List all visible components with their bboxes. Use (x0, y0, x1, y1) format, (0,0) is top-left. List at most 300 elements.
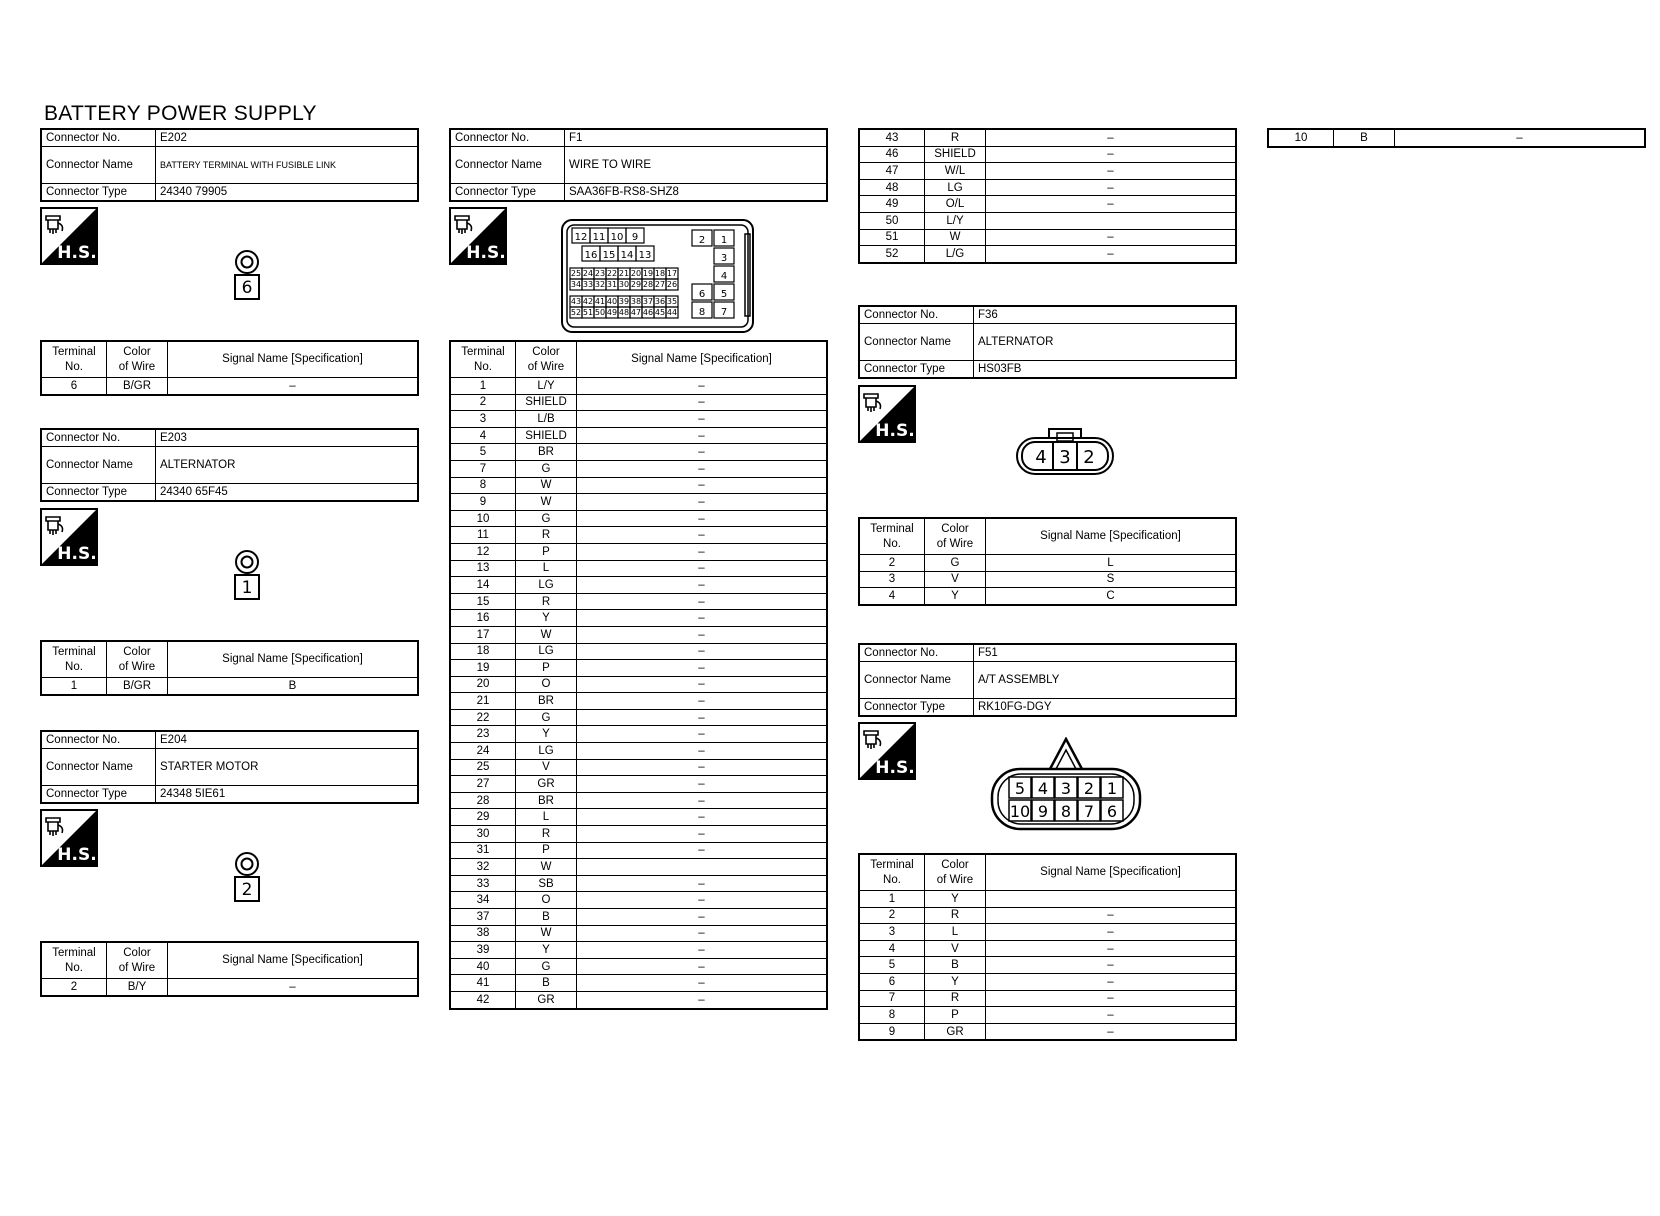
pin-label: 2 (698, 235, 706, 246)
table-row (859, 924, 1236, 941)
table-row (859, 940, 1236, 957)
wire-color-cell: BR (516, 792, 577, 809)
signal-name-cell: – (986, 957, 1237, 974)
connector-no-value: F1 (565, 129, 828, 147)
signal-name-cell: – (577, 494, 828, 511)
pin-label: 32 (594, 280, 606, 289)
signal-name-header: Signal Name [Specification] (577, 341, 828, 378)
wire-color-cell: B (516, 975, 577, 992)
connector-f51-info (858, 643, 1237, 717)
wire-color-cell: SB (516, 875, 577, 892)
terminal-no-cell: 31 (450, 842, 516, 859)
connector-type-label: Connector Type (450, 184, 565, 202)
table-row (450, 743, 827, 760)
connector-no-value: E202 (156, 129, 419, 147)
pin-label: 6 (698, 289, 706, 300)
connector-no-value: F36 (974, 306, 1237, 324)
pin-label: 1 (720, 235, 728, 246)
signal-name-cell: – (577, 942, 828, 959)
signal-name-cell: – (1395, 129, 1646, 147)
terminal-no-cell: 15 (450, 593, 516, 610)
table-row (450, 942, 827, 959)
connector-type-value: 24340 65F45 (156, 484, 419, 502)
pin-label: 2 (1083, 779, 1095, 798)
wire-color-cell: B (516, 909, 577, 926)
table-row (450, 792, 827, 809)
connector-f51-face-diagram (990, 737, 1142, 838)
terminal-no-cell: 6 (859, 973, 925, 990)
hs-badge-label: H.S. (875, 758, 915, 778)
signal-name-cell: – (577, 593, 828, 610)
signal-name-cell: – (986, 990, 1237, 1007)
connector-f36-face-diagram (1015, 426, 1117, 483)
wire-color-cell: L (516, 809, 577, 826)
pin-label: 38 (630, 297, 642, 306)
table-row (450, 560, 827, 577)
table-row (41, 378, 418, 395)
table-row (450, 991, 827, 1008)
pin-label: 40 (606, 297, 618, 306)
signal-name-cell: – (577, 826, 828, 843)
connector-type-value: RK10FG-DGY (974, 699, 1237, 717)
connector-f1-terminal-table-continued (858, 128, 1237, 264)
pin-label: 49 (606, 308, 618, 317)
wire-color-cell: O (516, 676, 577, 693)
pin-label: 33 (582, 280, 594, 289)
signal-name-cell: – (577, 577, 828, 594)
signal-name-cell: – (577, 892, 828, 909)
page-title: BATTERY POWER SUPPLY (44, 102, 317, 125)
hs-harness-side-icon (858, 722, 916, 780)
terminal-no-cell: 14 (450, 577, 516, 594)
wire-color-cell: G (516, 460, 577, 477)
connector-type-label: Connector Type (859, 361, 974, 379)
terminal-no-cell: 7 (450, 460, 516, 477)
pin-label: 16 (584, 250, 598, 261)
connector-type-value: 24348 5IE61 (156, 786, 419, 804)
connector-no-label: Connector No. (41, 731, 156, 749)
pin-label: 1 (1106, 779, 1118, 798)
table-row (859, 212, 1236, 229)
connector-type-label: Connector Type (859, 699, 974, 717)
wire-color-cell: Y (925, 891, 986, 908)
pin-4-label: 4 (1035, 447, 1047, 468)
terminal-no-cell: 2 (450, 394, 516, 411)
hs-badge-label: H.S. (57, 243, 97, 263)
connector-name-label: Connector Name (859, 662, 974, 699)
signal-name-cell: – (986, 146, 1237, 163)
pin-label: 30 (618, 280, 630, 289)
terminal-no-cell: 8 (450, 477, 516, 494)
signal-name-cell: S (986, 571, 1237, 588)
terminal-no-header-2: No. (883, 537, 901, 550)
table-row (450, 676, 827, 693)
connector-type-label: Connector Type (41, 786, 156, 804)
signal-name-cell: – (577, 842, 828, 859)
signal-name-cell: – (577, 958, 828, 975)
signal-name-cell: – (577, 643, 828, 660)
table-row (859, 990, 1236, 1007)
pin-label: 10 (1009, 802, 1031, 821)
connector-name-value: ALTERNATOR (974, 324, 1237, 361)
wire-color-cell: GR (925, 1023, 986, 1040)
terminal-no-cell: 9 (859, 1023, 925, 1040)
terminal-no-cell: 38 (450, 925, 516, 942)
connector-no-value: E204 (156, 731, 419, 749)
signal-name-cell: – (986, 1023, 1237, 1040)
signal-name-cell: – (577, 776, 828, 793)
table-row (859, 891, 1236, 908)
terminal-no-cell: 20 (450, 676, 516, 693)
terminal-no-cell: 17 (450, 626, 516, 643)
terminal-no-cell: 2 (859, 555, 925, 572)
connector-name-value: A/T ASSEMBLY (974, 662, 1237, 699)
signal-name-cell: – (577, 427, 828, 444)
wire-color-cell: SHIELD (925, 146, 986, 163)
terminal-no-cell: 6 (41, 378, 107, 395)
signal-name-cell: – (577, 660, 828, 677)
pin-label: 42 (582, 297, 594, 306)
signal-name-cell: – (577, 991, 828, 1008)
terminal-no-cell: 30 (450, 826, 516, 843)
pin-label: 31 (606, 280, 618, 289)
connector-no-label: Connector No. (41, 129, 156, 147)
pin-label: 7 (720, 307, 728, 318)
pin-label: 47 (630, 308, 642, 317)
signal-name-cell (986, 891, 1237, 908)
pin-label: 24 (582, 269, 594, 278)
terminal-no-cell: 41 (450, 975, 516, 992)
signal-name-cell: – (577, 411, 828, 428)
table-row (859, 907, 1236, 924)
pin-label: 3 (1060, 779, 1072, 798)
terminal-label: 1 (241, 578, 253, 598)
hs-badge-label: H.S. (57, 845, 97, 865)
pin-label: 45 (654, 308, 666, 317)
terminal-no-cell: 10 (450, 510, 516, 527)
hs-harness-side-icon (40, 207, 98, 265)
wire-color-cell: Y (516, 610, 577, 627)
signal-name-cell: – (577, 626, 828, 643)
signal-name-cell: B (168, 678, 419, 695)
pin-label: 26 (666, 280, 678, 289)
terminal-no-cell: 23 (450, 726, 516, 743)
wire-color-cell: W (516, 859, 577, 876)
hs-harness-side-icon (858, 385, 916, 443)
connector-f1-terminal-table (449, 340, 828, 1010)
table-row (859, 179, 1236, 196)
table-row (450, 427, 827, 444)
table-row (859, 163, 1236, 180)
table-row (859, 229, 1236, 246)
terminal-no-cell: 49 (859, 196, 925, 213)
connector-type-value: HS03FB (974, 361, 1237, 379)
wire-color-cell: V (516, 759, 577, 776)
connector-f51-terminal-table-continued (1267, 128, 1646, 148)
color-header-2: of Wire (527, 360, 565, 373)
terminal-no-cell: 3 (859, 924, 925, 941)
wire-color-cell: G (516, 510, 577, 527)
terminal-no-cell: 47 (859, 163, 925, 180)
table-row (859, 973, 1236, 990)
table-row (450, 626, 827, 643)
hs-harness-side-icon (449, 207, 507, 265)
pin-label: 50 (594, 308, 606, 317)
connector-type-value: 24340 79905 (156, 184, 419, 202)
terminal-eyelet-diagram (232, 852, 262, 909)
table-row (450, 726, 827, 743)
table-row (450, 660, 827, 677)
table-row (859, 588, 1236, 605)
wire-color-cell: GR (516, 991, 577, 1008)
terminal-no-cell: 33 (450, 875, 516, 892)
pin-label: 4 (1037, 779, 1049, 798)
terminal-no-cell: 8 (859, 1007, 925, 1024)
signal-name-cell: – (986, 1007, 1237, 1024)
wire-color-cell: Y (516, 942, 577, 959)
table-row (859, 129, 1236, 146)
pin-label: 21 (618, 269, 630, 278)
pin-label: 5 (720, 289, 728, 300)
wire-color-cell: L/B (516, 411, 577, 428)
pin-label: 36 (654, 297, 666, 306)
signal-name-cell (577, 859, 828, 876)
connector-name-value: BATTERY TERMINAL WITH FUSIBLE LINK (156, 147, 419, 184)
connector-no-label: Connector No. (41, 429, 156, 447)
pin-label: 7 (1083, 802, 1095, 821)
signal-name-cell: – (577, 610, 828, 627)
terminal-no-cell: 5 (450, 444, 516, 461)
table-row (450, 610, 827, 627)
terminal-no-cell: 19 (450, 660, 516, 677)
pin-label: 9 (631, 232, 639, 243)
table-row (450, 378, 827, 395)
table-row (450, 593, 827, 610)
table-row (859, 246, 1236, 263)
wire-color-cell: G (516, 709, 577, 726)
signal-name-cell: – (577, 792, 828, 809)
terminal-no-header-1: Terminal (461, 345, 505, 358)
terminal-no-cell: 28 (450, 792, 516, 809)
table-row (859, 146, 1236, 163)
table-row (450, 925, 827, 942)
connector-no-label: Connector No. (859, 306, 974, 324)
wire-color-cell: W/L (925, 163, 986, 180)
signal-name-cell: – (577, 543, 828, 560)
color-header-2: of Wire (936, 537, 974, 550)
table-row (450, 958, 827, 975)
signal-name-cell: – (577, 726, 828, 743)
pin-label: 52 (570, 308, 582, 317)
signal-name-cell: C (986, 588, 1237, 605)
terminal-no-cell: 21 (450, 693, 516, 710)
wire-color-cell: V (925, 571, 986, 588)
terminal-no-cell: 46 (859, 146, 925, 163)
table-row (859, 571, 1236, 588)
connector-e202-terminal-table (40, 340, 419, 396)
pin-label: 37 (642, 297, 654, 306)
terminal-no-cell: 39 (450, 942, 516, 959)
terminal-no-header-1: Terminal (52, 645, 96, 658)
connector-no-value: F51 (974, 644, 1237, 662)
wire-color-cell: B (1334, 129, 1395, 147)
wire-color-cell: B (925, 957, 986, 974)
hs-harness-side-icon (40, 809, 98, 867)
wire-color-cell: LG (516, 643, 577, 660)
pin-label: 9 (1037, 802, 1049, 821)
signal-name-cell: – (577, 759, 828, 776)
signal-name-cell: – (577, 477, 828, 494)
signal-name-cell: – (168, 979, 419, 996)
signal-name-cell: – (986, 907, 1237, 924)
table-row (859, 1023, 1236, 1040)
connector-type-value: SAA36FB-RS8-SHZ8 (565, 184, 828, 202)
hs-badge-label: H.S. (875, 421, 915, 441)
wire-color-cell: B/GR (107, 678, 168, 695)
pin-label: 17 (666, 269, 678, 278)
wire-color-cell: LG (925, 179, 986, 196)
wire-color-cell: L/Y (925, 212, 986, 229)
wire-color-cell: Y (516, 726, 577, 743)
pin-label: 20 (630, 269, 642, 278)
pin-label: 41 (594, 297, 606, 306)
table-row (450, 909, 827, 926)
pin-label: 14 (620, 250, 634, 261)
terminal-no-cell: 1 (41, 678, 107, 695)
terminal-no-cell: 10 (1268, 129, 1334, 147)
wire-color-cell: G (516, 958, 577, 975)
terminal-no-cell: 42 (450, 991, 516, 1008)
connector-no-label: Connector No. (450, 129, 565, 147)
terminal-no-cell: 4 (859, 588, 925, 605)
wire-color-cell: LG (516, 743, 577, 760)
connector-name-label: Connector Name (859, 324, 974, 361)
signal-name-cell: – (577, 676, 828, 693)
wire-color-cell: P (516, 660, 577, 677)
table-row (450, 494, 827, 511)
signal-name-cell: – (986, 129, 1237, 146)
wire-color-cell: P (516, 543, 577, 560)
pin-2-label: 2 (1083, 447, 1095, 468)
wire-color-cell: P (925, 1007, 986, 1024)
signal-name-cell: – (577, 809, 828, 826)
connector-e204-terminal-table (40, 941, 419, 997)
table-row (450, 892, 827, 909)
wire-color-cell: BR (516, 444, 577, 461)
wire-color-cell: W (516, 925, 577, 942)
connector-name-label: Connector Name (41, 749, 156, 786)
signal-name-cell: – (986, 246, 1237, 263)
table-row (41, 979, 418, 996)
terminal-no-cell: 5 (859, 957, 925, 974)
connector-name-value: STARTER MOTOR (156, 749, 419, 786)
color-header-1: Color (941, 858, 969, 871)
terminal-no-cell: 27 (450, 776, 516, 793)
signal-name-cell: – (577, 743, 828, 760)
wire-color-cell: P (516, 842, 577, 859)
connector-type-label: Connector Type (41, 184, 156, 202)
wire-color-cell: W (516, 626, 577, 643)
wire-color-cell: L/Y (516, 378, 577, 395)
terminal-eyelet-diagram (232, 550, 262, 607)
terminal-no-cell: 22 (450, 709, 516, 726)
wire-color-cell: O (516, 892, 577, 909)
color-header-1: Color (532, 345, 560, 358)
terminal-no-header-2: No. (474, 360, 492, 373)
table-row (450, 510, 827, 527)
wire-color-cell: L (516, 560, 577, 577)
pin-label: 4 (720, 271, 728, 282)
wire-color-cell: B/GR (107, 378, 168, 395)
table-row (450, 477, 827, 494)
table-row (859, 555, 1236, 572)
pin-label: 18 (654, 269, 666, 278)
wire-color-cell: L/G (925, 246, 986, 263)
terminal-no-header-1: Terminal (52, 345, 96, 358)
wire-color-cell: R (925, 907, 986, 924)
table-row (450, 543, 827, 560)
connector-f1-face-diagram (560, 218, 755, 339)
table-row (859, 1007, 1236, 1024)
wire-color-cell: SHIELD (516, 427, 577, 444)
connector-name-value: WIRE TO WIRE (565, 147, 828, 184)
connector-name-value: ALTERNATOR (156, 447, 419, 484)
signal-name-cell: – (577, 909, 828, 926)
terminal-label: 6 (241, 278, 253, 298)
signal-name-header: Signal Name [Specification] (168, 641, 419, 678)
pin-label: 43 (570, 297, 582, 306)
signal-name-cell: – (577, 527, 828, 544)
table-row (450, 826, 827, 843)
pin-label: 27 (654, 280, 666, 289)
terminal-no-cell: 12 (450, 543, 516, 560)
terminal-no-cell: 29 (450, 809, 516, 826)
terminal-no-cell: 11 (450, 527, 516, 544)
wire-color-cell: W (925, 229, 986, 246)
pin-label: 12 (574, 232, 588, 243)
wire-color-cell: LG (516, 577, 577, 594)
signal-name-cell: – (577, 925, 828, 942)
table-row (450, 577, 827, 594)
signal-name-header: Signal Name [Specification] (168, 341, 419, 378)
wire-color-cell: SHIELD (516, 394, 577, 411)
connector-no-value: E203 (156, 429, 419, 447)
connector-name-label: Connector Name (450, 147, 565, 184)
pin-label: 35 (666, 297, 678, 306)
pin-label: 29 (630, 280, 642, 289)
terminal-no-header-1: Terminal (870, 522, 914, 535)
color-header-2: of Wire (936, 873, 974, 886)
connector-f51-terminal-table (858, 853, 1237, 1041)
terminal-no-cell: 4 (859, 940, 925, 957)
wire-color-cell: V (925, 940, 986, 957)
signal-name-cell: – (577, 709, 828, 726)
color-header-2: of Wire (118, 660, 156, 673)
table-row (450, 643, 827, 660)
terminal-no-cell: 50 (859, 212, 925, 229)
terminal-no-header-2: No. (65, 961, 83, 974)
terminal-no-cell: 52 (859, 246, 925, 263)
hs-badge-label: H.S. (57, 544, 97, 564)
signal-name-cell: – (986, 973, 1237, 990)
pin-label: 8 (1060, 802, 1072, 821)
terminal-eyelet-diagram (232, 250, 262, 307)
wire-color-cell: R (925, 129, 986, 146)
signal-name-cell: – (986, 940, 1237, 957)
wire-color-cell: W (516, 477, 577, 494)
signal-name-cell: – (577, 510, 828, 527)
hs-harness-side-icon (40, 508, 98, 566)
